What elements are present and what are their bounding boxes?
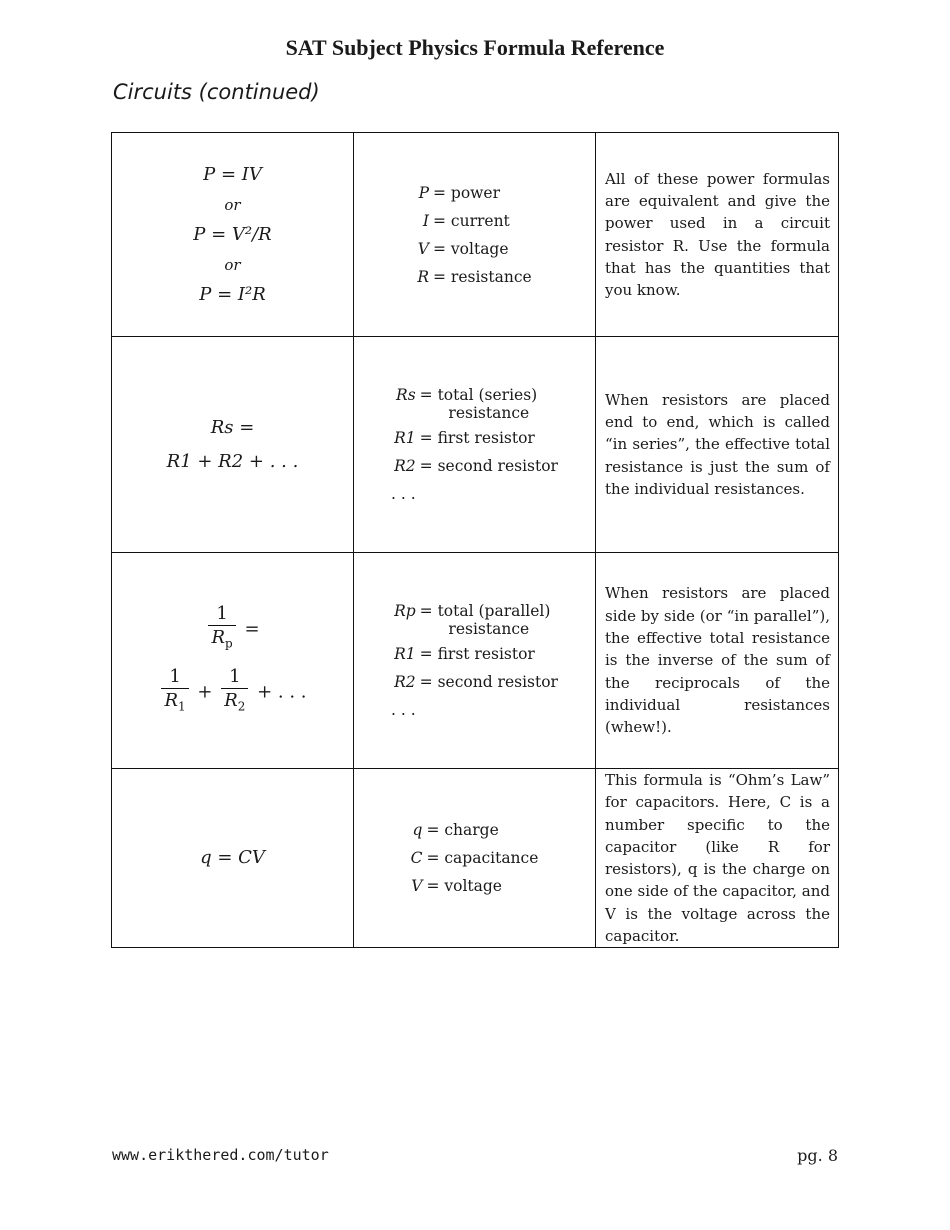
variable-list: [417, 179, 531, 291]
variable-definition: = first resistor: [419, 429, 535, 447]
description-text: When resistors are placed end to end, which is called “in series”, the effective total resistance is just the sum of the individual resistances.: [605, 390, 830, 498]
formula-line: q = CV: [200, 847, 265, 869]
series-formula: [112, 411, 353, 479]
variable-symbol: R1: [394, 429, 416, 447]
description-cell: [596, 337, 839, 553]
variable-row: [411, 844, 539, 872]
table-row: [112, 769, 839, 948]
formula-line: $\frac{1}{R_p}$ =: [112, 603, 353, 656]
variable-row: [391, 696, 558, 724]
variable-symbol: R1: [394, 645, 416, 663]
variables-cell: [354, 337, 596, 553]
variable-row: [391, 668, 558, 696]
formula-cell: [112, 553, 354, 769]
description-cell: [596, 769, 839, 948]
variable-symbol: R2: [394, 673, 416, 691]
variable-symbol: P: [418, 183, 429, 202]
variable-definition: = resistance: [433, 267, 532, 286]
ellipsis: . . .: [391, 701, 416, 719]
formula-line: $\frac{1}{R_1}$ + $\frac{1}{R_2}$ + . . .: [112, 666, 353, 719]
page-title: SAT Subject Physics Formula Reference: [285, 35, 665, 60]
variable-definition: = second resistor: [419, 457, 558, 475]
variable-list: [411, 816, 539, 900]
variable-symbol: q: [412, 821, 423, 840]
definition-text: = total (parallel): [419, 602, 551, 620]
table-row: [112, 553, 839, 769]
variable-row: [391, 381, 558, 424]
formula-table: [111, 132, 839, 948]
variable-definition: [420, 480, 558, 508]
table-row: [112, 337, 839, 553]
formula-line: or: [224, 195, 241, 214]
variable-symbol: C: [410, 849, 423, 868]
variable-row: [417, 263, 531, 291]
variable-definition: = capacitance: [426, 849, 539, 868]
variable-definition: [420, 597, 558, 640]
formula-cell: [112, 337, 354, 553]
variable-row: [391, 480, 558, 508]
variable-definition: [420, 696, 558, 724]
variable-symbol: V: [411, 877, 423, 896]
variable-symbol: R2: [394, 457, 416, 475]
definition-continuation: resistance: [448, 404, 530, 422]
variable-row: [417, 207, 531, 235]
formula-cell: [112, 769, 354, 948]
variable-definition: = power: [433, 183, 501, 202]
variable-row: [411, 816, 539, 844]
variable-definition: = voltage: [426, 877, 502, 896]
formula-line: P = V²/R: [193, 223, 272, 245]
capacitor-formula: [112, 843, 353, 873]
variable-definition: = current: [433, 211, 510, 230]
description-text: When resistors are placed side by side (or “in parallel”), the effective total resistance is the inverse of the sum of the reciprocals of the individual resistances (whew!).: [605, 584, 830, 737]
variables-cell: [354, 553, 596, 769]
variable-row: [391, 424, 558, 452]
variable-symbol: V: [417, 239, 429, 258]
formula-line: P = IV: [203, 163, 262, 185]
footer-url[interactable]: www.erikthered.com/tutor: [112, 1146, 329, 1164]
variable-list: [391, 597, 558, 724]
variable-symbol: I: [422, 211, 429, 230]
variable-row: [391, 597, 558, 640]
description-text: All of these power formulas are equivalent and give the power used in a circuit resistor R. Use the formula that has the quantities that you know.: [605, 169, 830, 300]
formula-line: Rs =: [210, 416, 255, 438]
page-number: pg. 8: [797, 1146, 838, 1165]
description-cell: [596, 133, 839, 337]
fraction: $\frac{1}{R_2}$: [221, 666, 248, 719]
variable-row: [391, 452, 558, 480]
variable-row: [411, 872, 539, 900]
variable-row: [417, 179, 531, 207]
ellipsis: . . .: [391, 485, 416, 503]
variable-definition: [420, 381, 558, 424]
variables-cell: [354, 133, 596, 337]
fraction: $\frac{1}{R_p}$: [208, 603, 235, 656]
variable-symbol: Rs: [396, 386, 416, 404]
variable-definition: = charge: [426, 821, 499, 840]
power-formula: [112, 160, 353, 310]
variables-cell: [354, 769, 596, 948]
description-cell: [596, 553, 839, 769]
variable-definition: = second resistor: [419, 673, 558, 691]
formula-line: R1 + R2 + . . .: [166, 450, 299, 472]
description-text: This formula is “Ohm’s Law” for capacitors. Here, C is a number specific to the capacitor (like R for resistors), q is the charge on one side of the capacitor, and V is the voltage across the capacitor.: [605, 771, 830, 946]
variable-row: [391, 640, 558, 668]
fraction: $\frac{1}{R_1}$: [161, 666, 188, 719]
formula-line: or: [224, 255, 241, 274]
formula-line: P = I²R: [199, 283, 266, 305]
table-row: [112, 133, 839, 337]
variable-symbol: Rp: [394, 602, 416, 620]
definition-text: = total (series): [419, 386, 538, 404]
variable-list: [391, 381, 558, 508]
variable-symbol: R: [417, 267, 429, 286]
definition-continuation: resistance: [448, 620, 530, 638]
variable-row: [417, 235, 531, 263]
variable-definition: = first resistor: [419, 645, 535, 663]
variable-definition: = voltage: [433, 239, 509, 258]
formula-cell: [112, 133, 354, 337]
section-heading: Circuits (continued): [113, 80, 320, 104]
parallel-formula: [112, 603, 353, 718]
